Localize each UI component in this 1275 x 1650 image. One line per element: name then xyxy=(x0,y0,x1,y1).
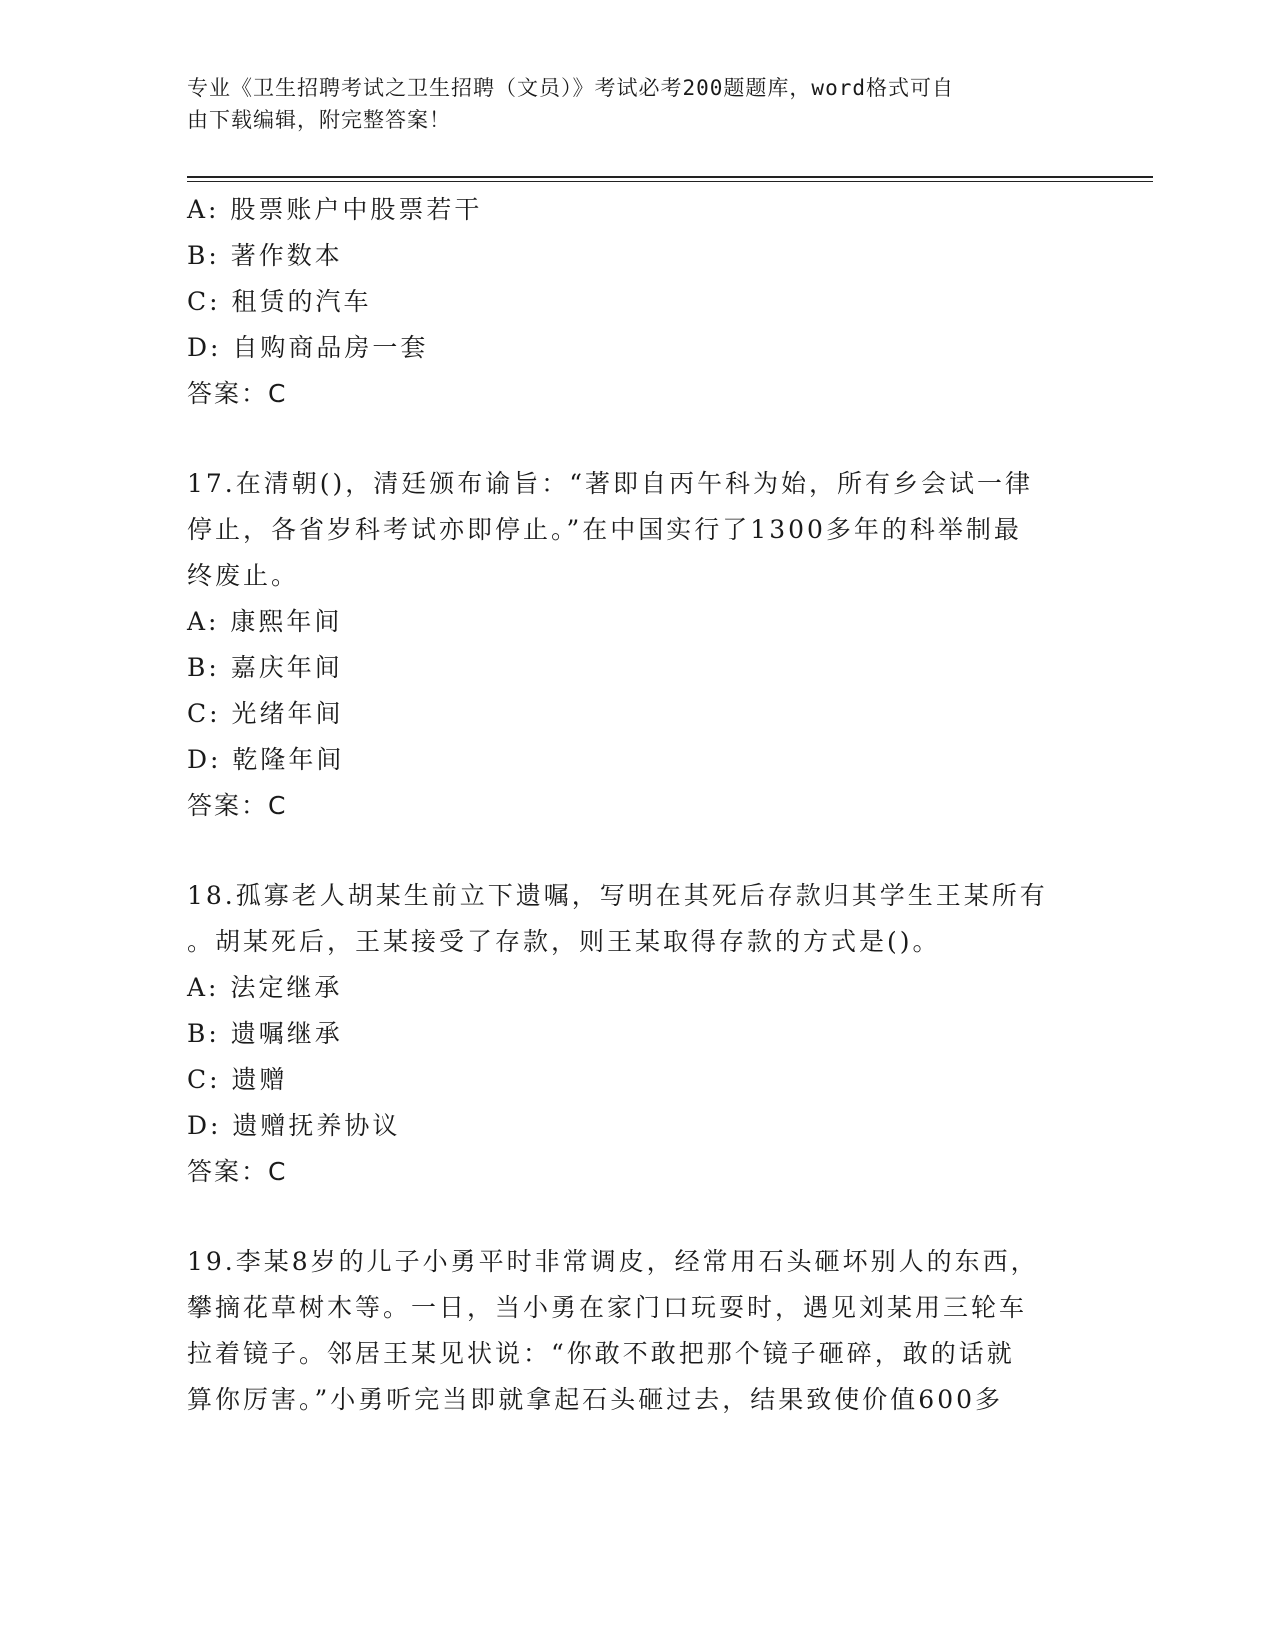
document-header xyxy=(187,72,1067,136)
question-stem-line: 终废止。 xyxy=(187,561,300,590)
answer-line: 答案：C xyxy=(187,1157,288,1186)
option-d: D: 遗赠抚养协议 xyxy=(187,1111,401,1140)
option-d: D: 乾隆年间 xyxy=(187,745,345,774)
question-list xyxy=(187,187,1087,1423)
answer-line: 答案：C xyxy=(187,791,288,820)
question-18 xyxy=(187,873,1087,1195)
question-stem-line: 算你厉害。”小勇听完当即就拿起石头砸过去，结果致使价值600多 xyxy=(187,1385,1004,1414)
header-line-1: 专业《卫生招聘考试之卫生招聘（文员）》考试必考200题题库，word格式可自 xyxy=(187,76,954,100)
option-b: B: 嘉庆年间 xyxy=(187,653,343,682)
option-c: C: 租赁的汽车 xyxy=(187,287,372,316)
header-line-2: 由下载编辑，附完整答案！ xyxy=(187,108,451,132)
option-b: B: 遗嘱继承 xyxy=(187,1019,343,1048)
option-c: C: 光绪年间 xyxy=(187,699,344,728)
question-17 xyxy=(187,461,1087,829)
answer-line: 答案：C xyxy=(187,379,288,408)
header-divider-thick xyxy=(187,176,1153,178)
question-stem-line: 拉着镜子。邻居王某见状说：“你敢不敢把那个镜子砸碎，敢的话就 xyxy=(187,1339,1015,1368)
question-stem-line: 。胡某死后，王某接受了存款，则王某取得存款的方式是()。 xyxy=(187,927,941,956)
option-a: A: 股票账户中股票若干 xyxy=(187,195,483,224)
question-stem-line: 停止，各省岁科考试亦即停止。”在中国实行了1300多年的科举制最 xyxy=(187,515,1022,544)
option-d: D: 自购商品房一套 xyxy=(187,333,429,362)
question-stem-line: 攀摘花草树木等。一日，当小勇在家门口玩耍时，遇见刘某用三轮车 xyxy=(187,1293,1028,1322)
question-16 xyxy=(187,187,1087,417)
option-c: C: 遗赠 xyxy=(187,1065,288,1094)
option-b: B: 著作数本 xyxy=(187,241,343,270)
question-stem-line: 19.李某8岁的儿子小勇平时非常调皮，经常用石头砸坏别人的东西， xyxy=(187,1247,1039,1276)
question-stem-line: 18.孤寡老人胡某生前立下遗嘱，写明在其死后存款归其学生王某所有 xyxy=(187,881,1048,910)
option-a: A: 法定继承 xyxy=(187,973,343,1002)
option-a: A: 康熙年间 xyxy=(187,607,343,636)
question-19 xyxy=(187,1239,1087,1423)
header-divider-thin xyxy=(187,181,1153,182)
question-stem-line: 17.在清朝()，清廷颁布谕旨：“著即自丙午科为始，所有乡会试一律 xyxy=(187,469,1034,498)
